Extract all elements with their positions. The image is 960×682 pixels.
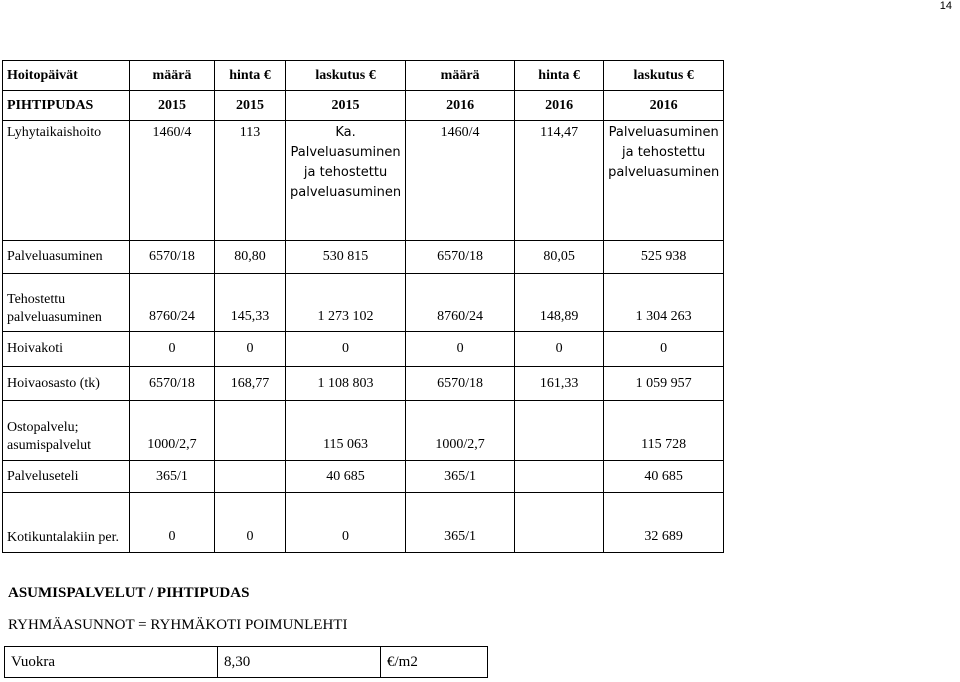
table-cell: 8760/24 — [130, 274, 215, 332]
table-cell — [215, 401, 286, 461]
table-cell: 148,89 — [515, 274, 604, 332]
table-row — [3, 367, 724, 401]
page-number: 14 — [939, 0, 952, 12]
rent-label: Vuokra — [5, 647, 218, 678]
row-label: Palveluasuminen — [3, 241, 130, 274]
table-cell: 365/1 — [406, 461, 515, 493]
table-cell: 80,05 — [515, 241, 604, 274]
header-cell: Hoitopäivät — [3, 61, 130, 91]
header-row — [3, 61, 724, 91]
care-days-table — [2, 60, 724, 553]
table-cell: 0 — [130, 493, 215, 553]
table-cell: 0 — [215, 332, 286, 367]
table-row — [3, 461, 724, 493]
header-cell: määrä — [130, 61, 215, 91]
row-label: Ostopalvelu; asumispalvelut — [3, 401, 130, 461]
table-cell: 80,80 — [215, 241, 286, 274]
table-cell: 114,47 — [515, 121, 604, 241]
table-cell: Palveluasuminen ja tehostettu palveluasuminen — [604, 121, 724, 241]
table-cell: 525 938 — [604, 241, 724, 274]
table-cell: 168,77 — [215, 367, 286, 401]
table-cell: 1000/2,7 — [406, 401, 515, 461]
table-cell: 1 059 957 — [604, 367, 724, 401]
header-cell: laskutus € — [286, 61, 406, 91]
row-label: Kotikuntalakiin per. — [3, 493, 130, 553]
table-row — [3, 493, 724, 553]
table-cell: 0 — [215, 493, 286, 553]
row-label: Tehostettu palveluasuminen — [3, 274, 130, 332]
table-cell: 0 — [286, 493, 406, 553]
table-cell: 40 685 — [286, 461, 406, 493]
table-cell: 6570/18 — [130, 367, 215, 401]
table-cell: Ka. Palveluasuminen ja tehostettu palveluasuminen — [286, 121, 406, 241]
table-cell: 1000/2,7 — [130, 401, 215, 461]
table-cell — [515, 493, 604, 553]
row-label: Palveluseteli — [3, 461, 130, 493]
table-cell: 1 304 263 — [604, 274, 724, 332]
header-cell: hinta € — [215, 61, 286, 91]
table-cell: 0 — [515, 332, 604, 367]
table-cell: 8760/24 — [406, 274, 515, 332]
table-cell: 0 — [406, 332, 515, 367]
table-cell: 32 689 — [604, 493, 724, 553]
header-cell: määrä — [406, 61, 515, 91]
table-cell: 365/1 — [406, 493, 515, 553]
table-cell: 6570/18 — [406, 367, 515, 401]
header-row — [3, 91, 724, 121]
row-label: Lyhytaikaishoito — [3, 121, 130, 241]
table-row — [3, 274, 724, 332]
table-cell: 0 — [130, 332, 215, 367]
row-label: Hoivakoti — [3, 332, 130, 367]
row-label: Hoivaosasto (tk) — [3, 367, 130, 401]
header-cell: 2016 — [406, 91, 515, 121]
header-cell: PIHTIPUDAS — [3, 91, 130, 121]
table-cell: 530 815 — [286, 241, 406, 274]
header-cell: 2015 — [130, 91, 215, 121]
table-cell: 145,33 — [215, 274, 286, 332]
table-cell: 6570/18 — [406, 241, 515, 274]
table-cell: 1460/4 — [406, 121, 515, 241]
header-cell: 2016 — [604, 91, 724, 121]
header-cell: laskutus € — [604, 61, 724, 91]
header-cell: 2015 — [215, 91, 286, 121]
section-title: ASUMISPALVELUT / PIHTIPUDAS — [8, 585, 250, 601]
table-cell: 365/1 — [130, 461, 215, 493]
table-cell: 40 685 — [604, 461, 724, 493]
table-cell: 1 273 102 — [286, 274, 406, 332]
table-row — [3, 241, 724, 274]
header-cell: 2015 — [286, 91, 406, 121]
table-row — [3, 121, 724, 241]
table-row — [3, 332, 724, 367]
rent-table — [4, 646, 488, 678]
table-cell — [515, 401, 604, 461]
table-cell: 115 728 — [604, 401, 724, 461]
table-cell: 113 — [215, 121, 286, 241]
section-subtitle: RYHMÄASUNNOT = RYHMÄKOTI POIMUNLEHTI — [8, 617, 348, 633]
table-cell: 115 063 — [286, 401, 406, 461]
table-cell — [215, 461, 286, 493]
table-cell: 0 — [604, 332, 724, 367]
table-cell: 1 108 803 — [286, 367, 406, 401]
rent-unit: €/m2 — [381, 647, 488, 678]
header-cell: hinta € — [515, 61, 604, 91]
table-row — [3, 401, 724, 461]
rent-row — [5, 647, 488, 678]
table-cell — [515, 461, 604, 493]
table-cell: 161,33 — [515, 367, 604, 401]
table-cell: 1460/4 — [130, 121, 215, 241]
rent-value: 8,30 — [218, 647, 381, 678]
header-cell: 2016 — [515, 91, 604, 121]
table-cell: 6570/18 — [130, 241, 215, 274]
table-cell: 0 — [286, 332, 406, 367]
